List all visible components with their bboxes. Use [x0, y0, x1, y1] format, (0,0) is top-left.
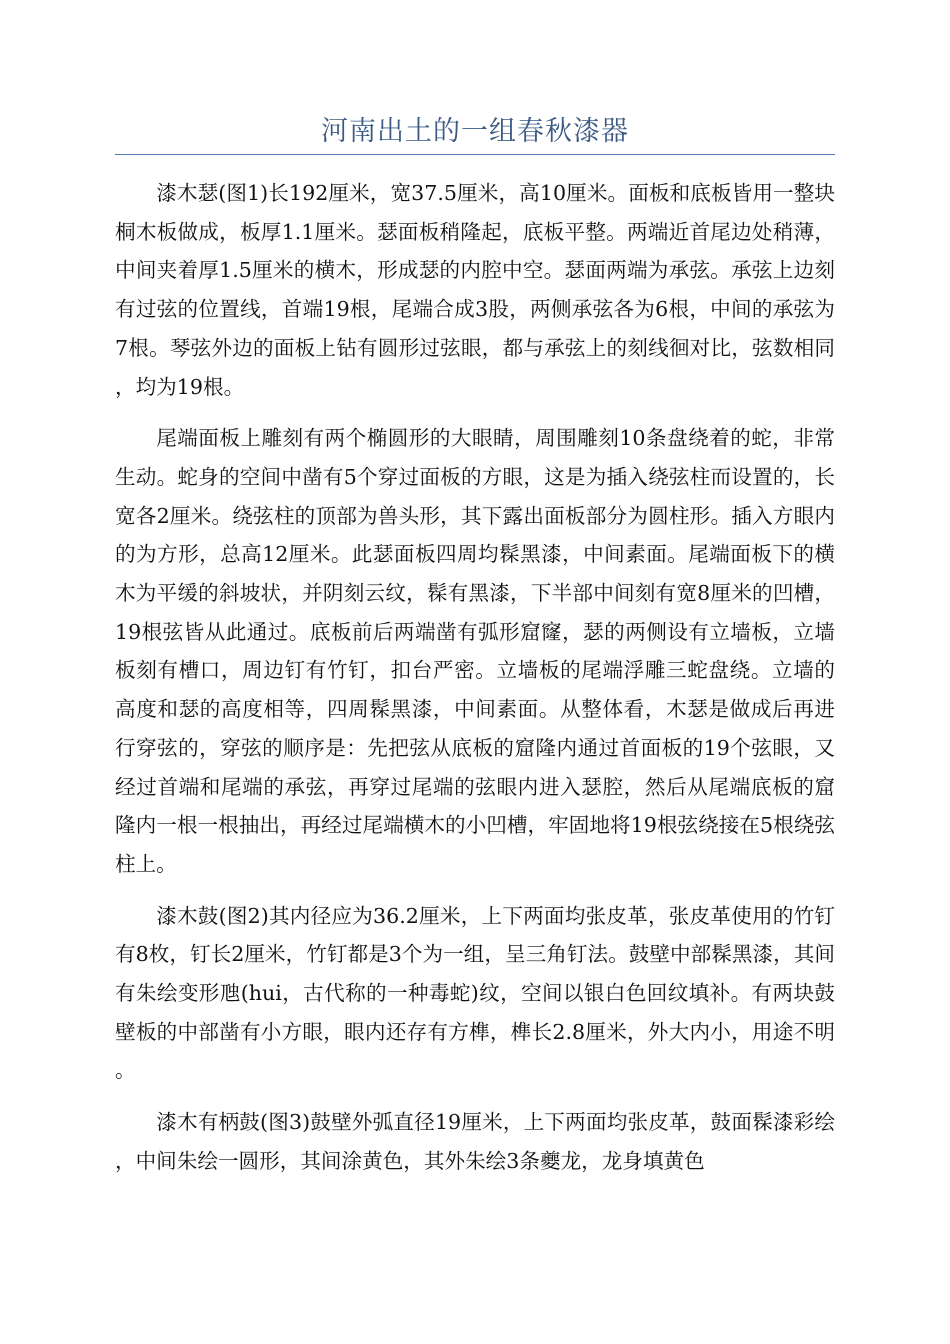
- paragraph-drum: 漆木鼓(图2)其内径应为36.2厘米，上下两面均张皮革，张皮革使用的竹钉有8枚，钉长2厘米，竹钉都是3个为一组，呈三角钉法。鼓壁中部髹黑漆，其间有朱绘变形虺(hui，古代称的一种毒蛇)纹，空间以银白色回纹填补。有两块鼓壁板的中部凿有小方眼，眼内还存有方榫，榫长2.8厘米，外大内小，用途不明。: [115, 903, 835, 1083]
- paragraph-handle-drum: 漆木有柄鼓(图3)鼓壁外弧直径19厘米，上下两面均张皮革，鼓面髹漆彩绘，中间朱绘一圆形，其间涂黄色，其外朱绘3条夔龙，龙身填黄色: [115, 1110, 835, 1173]
- document-title: 河南出土的一组春秋漆器: [321, 116, 629, 147]
- paragraph-se: 漆木瑟(图1)长192厘米，宽37.5厘米，高10厘米。面板和底板皆用一整块桐木板做成，板厚1.1厘米。瑟面板稍隆起，底板平整。两端近首尾边处稍薄，中间夹着厚1.5厘米的横木，形成瑟的内腔中空。瑟面两端为承弦。承弦上边刻有过弦的位置线，首端19根，尾端合成3股，两侧承弦各为6根，中间的承弦为7根。琴弦外边的面板上钻有圆形过弦眼，都与承弦上的刻线徊对比，弦数相同，均为19根。: [115, 181, 835, 399]
- document-body: [115, 174, 835, 1194]
- title-underline: [115, 154, 835, 155]
- paragraph-tail-panel: 尾端面板上雕刻有两个椭圆形的大眼睛，周围雕刻10条盘绕着的蛇，非常生动。蛇身的空间中凿有5个穿过面板的方眼，这是为插入绕弦柱而设置的，长宽各2厘米。绕弦柱的顶部为兽头形，其下露出面板部分为圆柱形。插入方眼内的为方形，总高12厘米。此瑟面板四周均髹黑漆，中间素面。尾端面板下的横木为平缓的斜坡状，并阴刻云纹，髹有黑漆，下半部中间刻有宽8厘米的凹槽，19根弦皆从此通过。底板前后两端凿有弧形窟窿，瑟的两侧设有立墙板，立墙板刻有槽口，周边钉有竹钉，扣台严密。立墙板的尾端浮雕三蛇盘绕。立墙的高度和瑟的高度相等，四周髹黑漆，中间素面。从整体看，木瑟是做成后再进行穿弦的，穿弦的顺序是：先把弦从底板的窟隆内通过首面板的19个弦眼，又经过首端和尾端的承弦，再穿过尾端的弦眼内进入瑟腔，然后从尾端底板的窟隆内一根一根抽出，再经过尾端横木的小凹槽，牢固地将19根弦绕接在5根绕弦柱上。: [115, 426, 835, 876]
